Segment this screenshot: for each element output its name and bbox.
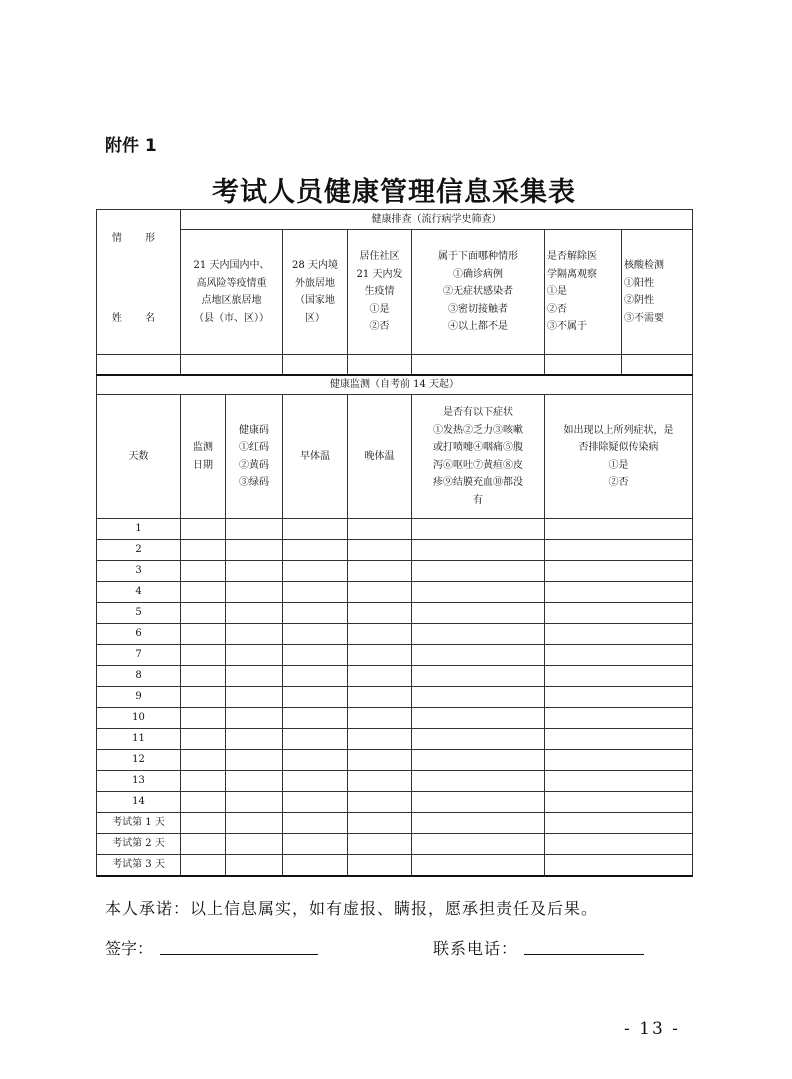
exclusion-cell[interactable] (545, 519, 693, 540)
header-line: ②阴性 (624, 295, 654, 307)
header-line: 属于下面哪种情形 (438, 251, 518, 263)
day-row (97, 540, 693, 561)
header-line: ③密切接触者 (448, 303, 508, 315)
day-row (97, 687, 693, 708)
header-line: 高风险等疫情重 (196, 277, 267, 289)
health-code-cell[interactable] (226, 519, 283, 540)
header-line: ③不需要 (624, 312, 664, 324)
header-line: 有 (473, 494, 483, 506)
evening-temp-cell[interactable] (348, 708, 412, 729)
symptoms-cell[interactable] (412, 813, 545, 834)
header-line: 学隔离观察 (547, 268, 597, 280)
day-label-cell: 11 (97, 729, 181, 750)
evening-temp-cell[interactable] (348, 771, 412, 792)
morning-temp-cell[interactable] (283, 708, 348, 729)
header-line: ②否 (608, 477, 629, 488)
monitoring-col-symptoms (412, 395, 545, 519)
name-entry-row (97, 355, 693, 375)
header-line: 21 天内发 (356, 268, 403, 280)
date-cell[interactable] (181, 792, 226, 813)
exclusion-cell[interactable] (545, 750, 693, 771)
header-line: ②无症状感染者 (443, 286, 513, 298)
evening-temp-cell[interactable] (348, 792, 412, 813)
health-code-cell[interactable] (226, 792, 283, 813)
header-line: 是否有以下症状 (443, 407, 513, 418)
health-code-cell[interactable] (226, 813, 283, 834)
attachment-label: 附件 1 (105, 136, 157, 156)
evening-temp-cell[interactable] (348, 582, 412, 603)
header-line: ④以上都不是 (448, 321, 508, 333)
monitoring-col-evening-temp: 晚体温 (348, 395, 412, 519)
header-line: （国家地 (295, 295, 335, 307)
header-line: ①是 (608, 459, 629, 471)
exclusion-cell[interactable] (545, 708, 693, 729)
exclusion-cell[interactable] (545, 603, 693, 624)
symptoms-cell[interactable] (412, 708, 545, 729)
morning-temp-cell[interactable] (283, 855, 348, 876)
symptoms-cell[interactable] (412, 855, 545, 876)
symptoms-cell[interactable] (412, 645, 545, 666)
date-cell[interactable] (181, 729, 226, 750)
day-label-cell: 考试第 2 天 (97, 834, 181, 855)
header-line: 28 天内境 (292, 260, 338, 272)
entry-nucleic-test[interactable] (622, 355, 693, 375)
phone-label: 联系电话： (433, 939, 519, 958)
symptoms-cell[interactable] (412, 750, 545, 771)
header-line: ①红码 (239, 442, 269, 453)
corner-bottom-label: 姓 名 (111, 313, 166, 324)
date-cell[interactable] (181, 624, 226, 645)
day-row (97, 624, 693, 645)
corner-header-cell (97, 210, 181, 355)
header-line: ③绿码 (239, 477, 269, 488)
header-line: ②黄码 (239, 459, 269, 471)
symptoms-cell[interactable] (412, 603, 545, 624)
day-label-cell: 6 (97, 624, 181, 645)
date-cell[interactable] (181, 582, 226, 603)
health-code-cell[interactable] (226, 582, 283, 603)
evening-temp-cell[interactable] (348, 519, 412, 540)
day-row (97, 750, 693, 771)
symptoms-cell[interactable] (412, 519, 545, 540)
entry-community[interactable] (348, 355, 412, 375)
day-label-cell: 4 (97, 582, 181, 603)
day-row (97, 582, 693, 603)
symptoms-cell[interactable] (412, 729, 545, 750)
evening-temp-cell[interactable] (348, 603, 412, 624)
health-code-cell[interactable] (226, 729, 283, 750)
header-line: ①是 (547, 286, 567, 298)
day-label-cell: 5 (97, 603, 181, 624)
day-label-cell: 1 (97, 519, 181, 540)
health-code-cell[interactable] (226, 645, 283, 666)
day-row (97, 813, 693, 834)
form-title: 考试人员健康管理信息采集表 (212, 177, 576, 208)
exclusion-cell[interactable] (545, 666, 693, 687)
evening-temp-cell[interactable] (348, 813, 412, 834)
symptoms-cell[interactable] (412, 540, 545, 561)
morning-temp-cell[interactable] (283, 561, 348, 582)
screening-columns-row (97, 230, 693, 355)
monitoring-columns-row (97, 395, 693, 519)
monitoring-col-date (181, 395, 226, 519)
header-line: 21 天内国内中、 (193, 260, 270, 272)
morning-temp-cell[interactable] (283, 792, 348, 813)
header-line: （县（市、区）） (194, 312, 269, 324)
day-label-cell: 14 (97, 792, 181, 813)
exclusion-cell[interactable] (545, 813, 693, 834)
evening-temp-cell[interactable] (348, 561, 412, 582)
exclusion-cell[interactable] (545, 729, 693, 750)
health-code-cell[interactable] (226, 687, 283, 708)
day-row (97, 708, 693, 729)
header-line: 居住社区 (359, 251, 400, 263)
header-line: ①发热②乏力③咳嗽 (433, 424, 523, 436)
health-info-table (96, 209, 693, 877)
header-line: ②否 (369, 321, 390, 333)
day-row (97, 855, 693, 876)
header-line: 监测 (193, 442, 213, 453)
header-line: ③不属于 (547, 321, 587, 333)
date-cell[interactable] (181, 603, 226, 624)
header-line: 区） (305, 312, 325, 324)
date-cell[interactable] (181, 855, 226, 876)
morning-temp-cell[interactable] (283, 540, 348, 561)
header-line: 否排除疑似传染病 (578, 442, 659, 453)
morning-temp-cell[interactable] (283, 771, 348, 792)
day-label-cell: 8 (97, 666, 181, 687)
morning-temp-cell[interactable] (283, 624, 348, 645)
monitoring-col-morning-temp: 早体温 (283, 395, 348, 519)
day-label-cell: 9 (97, 687, 181, 708)
entry-overseas[interactable] (283, 355, 348, 375)
morning-temp-cell[interactable] (283, 603, 348, 624)
symptoms-cell[interactable] (412, 561, 545, 582)
morning-temp-cell[interactable] (283, 729, 348, 750)
day-rows (97, 519, 693, 876)
health-code-cell[interactable] (226, 750, 283, 771)
date-cell[interactable] (181, 771, 226, 792)
header-line: 外旅居地 (295, 277, 335, 289)
symptoms-cell[interactable] (412, 666, 545, 687)
day-row (97, 561, 693, 582)
header-line: ①确诊病例 (453, 268, 503, 280)
phone-line[interactable] (524, 954, 644, 955)
header-line: 如出现以上所列症状，是 (563, 424, 674, 436)
header-line: 核酸检测 (624, 260, 664, 272)
screening-col-quarantine (545, 230, 622, 355)
screening-col-community (348, 230, 412, 355)
header-line: 生疫情 (364, 286, 395, 298)
evening-temp-cell[interactable] (348, 645, 412, 666)
screening-col-nucleic-test (622, 230, 693, 355)
commitment-statement: 本人承诺：以上信息属实，如有虚报、瞒报，愿承担责任及后果。 (105, 899, 599, 918)
evening-temp-cell[interactable] (348, 540, 412, 561)
morning-temp-cell[interactable] (283, 813, 348, 834)
date-cell[interactable] (181, 561, 226, 582)
exclusion-cell[interactable] (545, 855, 693, 876)
health-code-cell[interactable] (226, 603, 283, 624)
exclusion-cell[interactable] (545, 540, 693, 561)
day-row (97, 729, 693, 750)
symptoms-cell[interactable] (412, 624, 545, 645)
entry-case-type[interactable] (412, 355, 545, 375)
morning-temp-cell[interactable] (283, 687, 348, 708)
symptoms-cell[interactable] (412, 771, 545, 792)
monitoring-header: 健康监测（自考前 14 天起） (97, 375, 693, 395)
exclusion-cell[interactable] (545, 687, 693, 708)
header-line: 日期 (193, 459, 213, 471)
evening-temp-cell[interactable] (348, 624, 412, 645)
morning-temp-cell[interactable] (283, 645, 348, 666)
morning-temp-cell[interactable] (283, 834, 348, 855)
health-code-cell[interactable] (226, 834, 283, 855)
monitoring-col-exclusion (545, 395, 693, 519)
page-number: - 13 - (624, 1019, 680, 1039)
date-cell[interactable] (181, 666, 226, 687)
date-cell[interactable] (181, 540, 226, 561)
date-cell[interactable] (181, 687, 226, 708)
header-line: 或打喷嚏④咽痛⑤腹 (433, 442, 523, 453)
evening-temp-cell[interactable] (348, 729, 412, 750)
symptoms-cell[interactable] (412, 834, 545, 855)
health-code-cell[interactable] (226, 561, 283, 582)
day-row (97, 519, 693, 540)
header-line: ①阳性 (624, 277, 654, 289)
evening-temp-cell[interactable] (348, 834, 412, 855)
date-cell[interactable] (181, 708, 226, 729)
day-label-cell: 3 (97, 561, 181, 582)
header-line: 健康码 (239, 424, 269, 436)
corner-top-label: 情 形 (111, 233, 166, 244)
header-line: ②否 (547, 303, 567, 315)
day-label-cell: 10 (97, 708, 181, 729)
exclusion-cell[interactable] (545, 582, 693, 603)
entry-quarantine[interactable] (545, 355, 622, 375)
day-row (97, 771, 693, 792)
health-code-cell[interactable] (226, 855, 283, 876)
screening-col-overseas (283, 230, 348, 355)
day-row (97, 645, 693, 666)
health-code-cell[interactable] (226, 624, 283, 645)
header-line: ①是 (369, 303, 390, 315)
screening-col-case-type (412, 230, 545, 355)
exclusion-cell[interactable] (545, 561, 693, 582)
entry-high-risk[interactable] (181, 355, 283, 375)
date-cell[interactable] (181, 834, 226, 855)
evening-temp-cell[interactable] (348, 666, 412, 687)
day-row (97, 603, 693, 624)
exclusion-cell[interactable] (545, 834, 693, 855)
day-label-cell: 7 (97, 645, 181, 666)
symptoms-cell[interactable] (412, 792, 545, 813)
day-label-cell: 考试第 1 天 (97, 813, 181, 834)
symptoms-cell[interactable] (412, 687, 545, 708)
day-label-cell: 考试第 3 天 (97, 855, 181, 876)
morning-temp-cell[interactable] (283, 582, 348, 603)
health-code-cell[interactable] (226, 540, 283, 561)
evening-temp-cell[interactable] (348, 855, 412, 876)
signature-line[interactable] (160, 954, 318, 955)
exclusion-cell[interactable] (545, 792, 693, 813)
day-row (97, 792, 693, 813)
exclusion-cell[interactable] (545, 645, 693, 666)
health-code-cell[interactable] (226, 708, 283, 729)
evening-temp-cell[interactable] (348, 750, 412, 771)
exclusion-cell[interactable] (545, 771, 693, 792)
date-cell[interactable] (181, 813, 226, 834)
header-line: 泻⑥呕吐⑦黄疸⑧皮 (433, 459, 523, 471)
date-cell[interactable] (181, 519, 226, 540)
name-entry-cell[interactable] (97, 355, 181, 375)
header-line: 点地区旅居地 (201, 295, 262, 307)
health-code-cell[interactable] (226, 771, 283, 792)
header-line: 是否解除医 (547, 251, 597, 263)
monitoring-col-health-code (226, 395, 283, 519)
symptoms-cell[interactable] (412, 582, 545, 603)
morning-temp-cell[interactable] (283, 519, 348, 540)
monitoring-col-day: 天数 (97, 395, 181, 519)
screening-header: 健康排查（流行病学史筛查） (181, 210, 693, 230)
screening-col-high-risk (181, 230, 283, 355)
health-code-cell[interactable] (226, 666, 283, 687)
exclusion-cell[interactable] (545, 624, 693, 645)
day-row (97, 834, 693, 855)
date-cell[interactable] (181, 750, 226, 771)
morning-temp-cell[interactable] (283, 750, 348, 771)
day-row (97, 666, 693, 687)
evening-temp-cell[interactable] (348, 687, 412, 708)
day-label-cell: 13 (97, 771, 181, 792)
day-label-cell: 12 (97, 750, 181, 771)
day-label-cell: 2 (97, 540, 181, 561)
signature-label: 签字： (105, 939, 154, 958)
date-cell[interactable] (181, 645, 226, 666)
header-line: 疹⑨结膜充血⑩都没 (433, 477, 523, 488)
morning-temp-cell[interactable] (283, 666, 348, 687)
